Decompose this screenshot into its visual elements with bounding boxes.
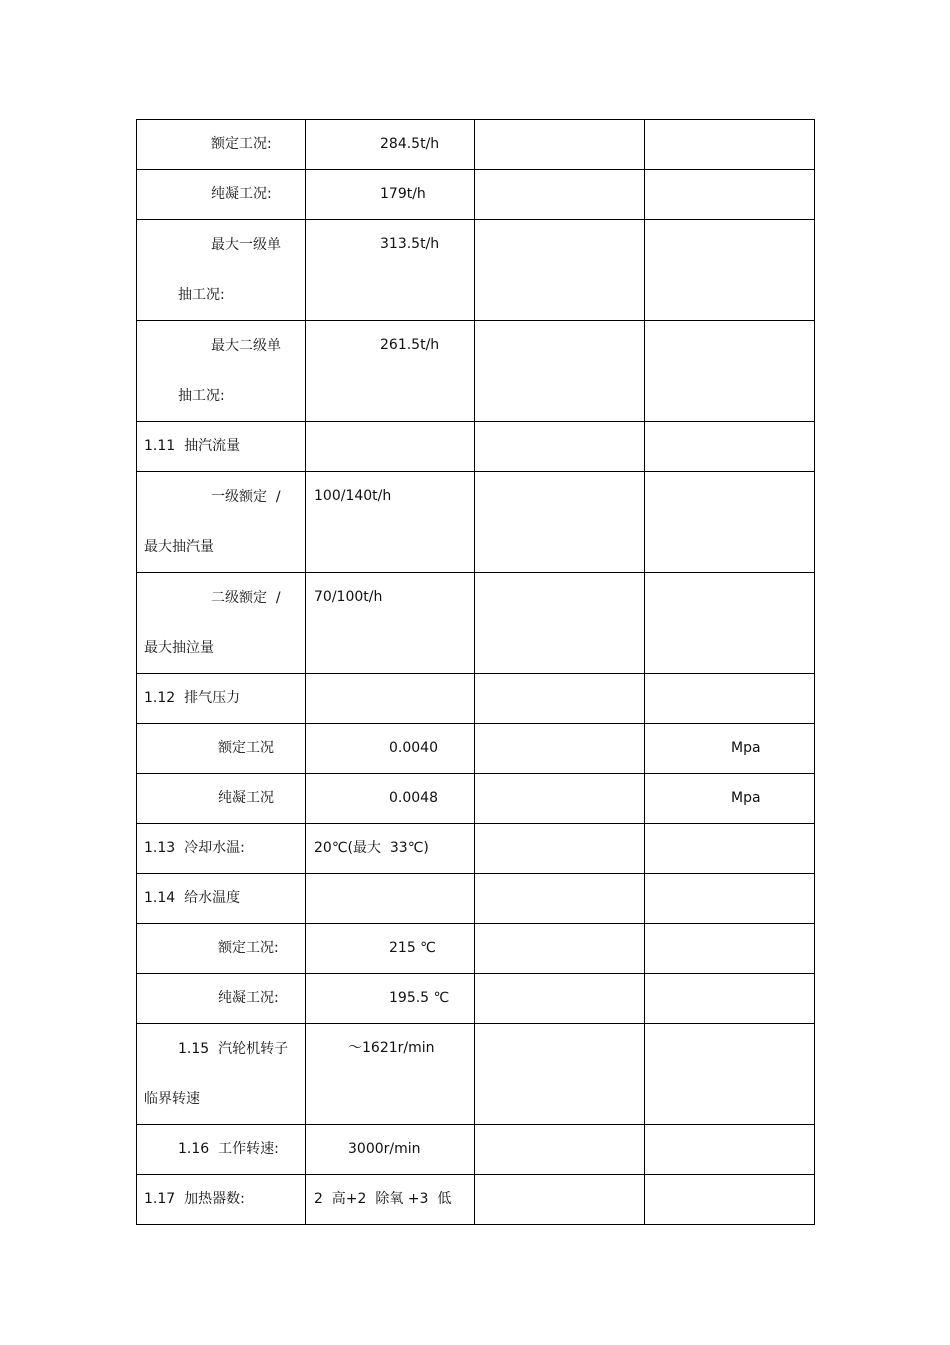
label-cell: 1.16 工作转速: [137,1125,306,1175]
empty-cell [475,1175,645,1225]
table-row [137,573,815,674]
empty-cell [475,874,645,924]
label-cell: 额定工况: [137,120,306,170]
unit-cell [645,924,815,974]
empty-cell [475,422,645,472]
empty-cell [475,974,645,1024]
unit-cell [645,220,815,321]
unit-cell [645,824,815,874]
unit-cell [645,974,815,1024]
table-row [137,674,815,724]
table-row [137,472,815,573]
unit-cell [645,1175,815,1225]
unit-cell [645,674,815,724]
section-label-cell: 1.17 加热器数: [137,1175,306,1225]
empty-cell [475,170,645,220]
label-cell: 额定工况: [137,924,306,974]
empty-cell [475,573,645,674]
table-row [137,1125,815,1175]
value-cell: 261.5t/h [306,321,475,422]
section-label-cell: 1.14 给水温度 [137,874,306,924]
unit-cell [645,1125,815,1175]
section-label-cell: 1.13 冷却水温: [137,824,306,874]
value-cell: 179t/h [306,170,475,220]
table-row [137,724,815,774]
value-cell: 215 ℃ [306,924,475,974]
label-cell: 纯凝工况: [137,170,306,220]
value-cell: 100/140t/h [306,472,475,573]
label-cell: 纯凝工况 [137,774,306,824]
value-cell: 0.0040 [306,724,475,774]
table-row [137,924,815,974]
unit-cell [645,874,815,924]
label-cell: 最大一级单 抽工况: [137,220,306,321]
section-label-cell: 1.11 抽汽流量 [137,422,306,472]
value-cell: 2 高+2 除氧 +3 低 [306,1175,475,1225]
label-cell: 一级额定 / 最大抽汽量 [137,472,306,573]
label-cell: 最大二级单 抽工况: [137,321,306,422]
unit-cell [645,170,815,220]
value-cell [306,674,475,724]
table-row [137,120,815,170]
table-row [137,422,815,472]
unit-cell [645,120,815,170]
value-cell [306,874,475,924]
value-cell: 195.5 ℃ [306,974,475,1024]
section-label-cell: 1.12 排气压力 [137,674,306,724]
label-cell: 1.15 汽轮机转子 临界转速 [137,1024,306,1125]
empty-cell [475,472,645,573]
table-row [137,321,815,422]
value-cell: 20℃(最大 33℃) [306,824,475,874]
empty-cell [475,674,645,724]
empty-cell [475,924,645,974]
empty-cell [475,321,645,422]
unit-cell [645,573,815,674]
table-row [137,1024,815,1125]
empty-cell [475,120,645,170]
value-cell: 313.5t/h [306,220,475,321]
spec-table [136,119,815,1225]
value-cell: 284.5t/h [306,120,475,170]
table-row [137,220,815,321]
value-cell: ～1621r/min [306,1024,475,1125]
unit-cell [645,422,815,472]
unit-cell: Mpa [645,774,815,824]
empty-cell [475,724,645,774]
value-cell: 70/100t/h [306,573,475,674]
unit-cell [645,321,815,422]
value-cell: 0.0048 [306,774,475,824]
table-row [137,1175,815,1225]
label-cell: 额定工况 [137,724,306,774]
table-row [137,874,815,924]
empty-cell [475,824,645,874]
label-cell: 二级额定 / 最大抽泣量 [137,573,306,674]
value-cell: 3000r/min [306,1125,475,1175]
unit-cell: Mpa [645,724,815,774]
unit-cell [645,1024,815,1125]
value-cell [306,422,475,472]
table-row [137,824,815,874]
unit-cell [645,472,815,573]
empty-cell [475,1125,645,1175]
table-row [137,974,815,1024]
empty-cell [475,1024,645,1125]
table-row [137,774,815,824]
table-row [137,170,815,220]
empty-cell [475,774,645,824]
label-cell: 纯凝工况: [137,974,306,1024]
empty-cell [475,220,645,321]
